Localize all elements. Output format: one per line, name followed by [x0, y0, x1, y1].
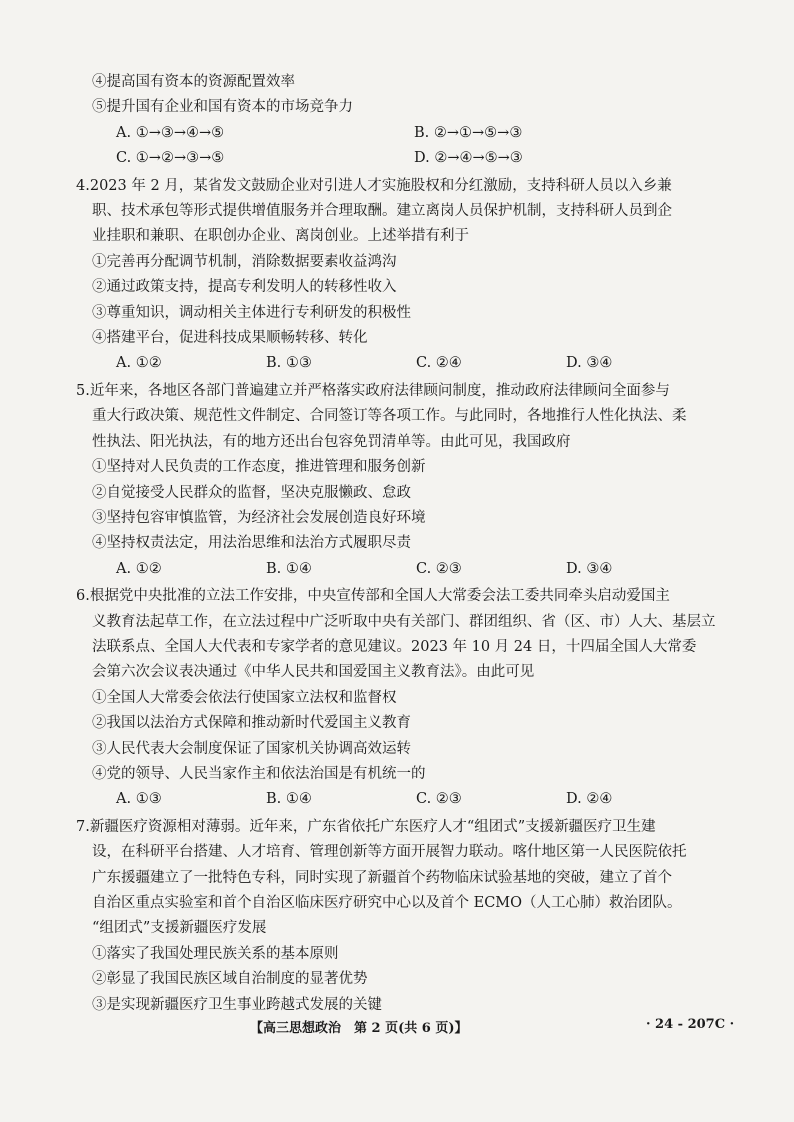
q3-choice-b[interactable]: B. ②→①→⑤→③	[414, 124, 523, 141]
q5-choice-a[interactable]: A. ①②	[116, 560, 162, 577]
q4-choice-c[interactable]: C. ②④	[416, 355, 462, 372]
q5-item-4: ④坚持权责法定，用法治思维和法治方式履职尽责	[92, 535, 411, 552]
q6-choice-b[interactable]: B. ①④	[266, 791, 312, 808]
q7-stem-line-3: 广东援疆建立了一批特色专科，同时实现了新疆首个药物临床试验基地的突破，建立了首个	[92, 869, 672, 886]
q3-item-4: ④提高国有资本的资源配置效率	[92, 74, 295, 90]
q5-choice-d[interactable]: D. ③④	[566, 560, 613, 577]
q4-choice-b[interactable]: B. ①③	[266, 355, 312, 372]
q7-item-2: ②彰显了我国民族区域自治制度的显著优势	[92, 971, 368, 988]
q4-stem-line-1: 2023 年 2 月，某省发文鼓励企业对引进人才实施股权和分红激励，支持科研人员以入乡兼	[89, 177, 672, 194]
q5-choice-b[interactable]: B. ①④	[266, 560, 312, 577]
q7-item-1: ①落实了我国处理民族关系的基本原则	[92, 945, 339, 962]
q7-number: 7.	[76, 818, 90, 835]
q4-stem-line-2: 职、技术承包等形式提供增值服务并合理取酬。建立离岗人员保护机制，支持科研人员到企	[92, 203, 672, 220]
q4-choice-a[interactable]: A. ①②	[116, 355, 162, 372]
q4-choice-d[interactable]: D. ③④	[566, 355, 613, 372]
page-footer	[0, 1017, 794, 1039]
question-4	[76, 174, 712, 377]
q4-choices	[92, 351, 712, 376]
q4-item-2: ②通过政策支持，提高专利发明人的转移性收入	[92, 279, 397, 296]
question-5	[76, 379, 712, 582]
q6-stem-line-2: 义教育法起草工作，在立法过程中广泛听取中央有关部门、群团组织、省（区、市）人大、基层立	[92, 613, 716, 630]
q6-item-1: ①全国人大常委会依法行使国家立法权和监督权	[92, 689, 397, 706]
q7-stem-line-5: “组团式”支援新疆医疗发展	[92, 920, 267, 937]
footer-exam-code: · 24 - 207C ·	[646, 1017, 735, 1032]
q5-number: 5.	[76, 382, 90, 399]
q6-item-2: ②我国以法治方式保障和推动新时代爱国主义教育	[92, 715, 411, 732]
q6-number: 6.	[76, 588, 90, 605]
q6-choice-a[interactable]: A. ①③	[116, 791, 162, 808]
q4-number: 4.	[76, 177, 90, 194]
q5-stem-line-2: 重大行政决策、规范性文件制定、合同签订等各项工作。与此同时，各地推行人性化执法、柔	[92, 408, 687, 425]
q7-stem-line-1: 新疆医疗资源相对薄弱。近年来，广东省依托广东医疗人才“组团式”支援新疆医疗卫生建	[89, 818, 656, 835]
q7-stem-line-2: 设，在科研平台搭建、人才培育、管理创新等方面开展智力联动。喀什地区第一人民医院依托	[92, 844, 687, 861]
q7-stem-line-4: 自治区重点实验室和首个自治区临床医疗研究中心以及首个 ECMO（人工心肺）救治团队。	[92, 895, 682, 911]
q4-item-4: ④搭建平台，促进科技成果顺畅转移、转化	[92, 330, 368, 347]
q5-item-3: ③坚持包容审慎监管，为经济社会发展创造良好环境	[92, 509, 426, 526]
question-7	[76, 815, 712, 1018]
q6-choice-d[interactable]: D. ②④	[566, 791, 613, 808]
footer-page-info: 【高三思想政治 第 2 页(共 6 页)】	[250, 1021, 468, 1036]
q6-choices	[92, 787, 712, 812]
q5-item-1: ①坚持对人民负责的工作态度，推进管理和服务创新	[92, 459, 426, 476]
question-6	[76, 584, 716, 813]
q3-choice-c[interactable]: C. ①→②→③→⑤	[116, 150, 225, 167]
q3-choice-a[interactable]: A. ①→③→④→⑤	[116, 124, 225, 141]
q6-stem-line-1: 根据党中央批准的立法工作安排，中央宣传部和全国人大常委会法工委共同牵头启动爱国主	[89, 588, 670, 605]
q6-stem-line-3: 法联系点、全国人大代表和专家学者的意见建议。2023 年 10 月 24 日，十四届全国人大常委	[92, 638, 697, 655]
q6-choice-c[interactable]: C. ②③	[416, 791, 462, 808]
q4-item-1: ①完善再分配调节机制，消除数据要素收益鸿沟	[92, 253, 397, 270]
q5-stem-line-1: 近年来，各地区各部门普遍建立并严格落实政府法律顾问制度，推动政府法律顾问全面参与	[89, 382, 670, 399]
page-content	[76, 70, 716, 1018]
q3-choices-row-1	[92, 121, 712, 146]
q4-stem-line-3: 业挂职和兼职、在职创办企业、离岗创业。上述举措有利于	[92, 228, 469, 245]
q7-item-3: ③是实现新疆医疗卫生事业跨越式发展的关键	[92, 996, 382, 1013]
q3-choice-d[interactable]: D. ②→④→⑤→③	[414, 150, 523, 167]
q5-choice-c[interactable]: C. ②③	[416, 560, 462, 577]
q6-item-3: ③人民代表大会制度保证了国家机关协调高效运转	[92, 740, 411, 757]
q6-item-4: ④党的领导、人民当家作主和依法治国是有机统一的	[92, 765, 426, 782]
q6-stem-line-4: 会第六次会议表决通过《中华人民共和国爱国主义教育法》。由此可见	[92, 664, 535, 681]
q3-item-5: ⑤提升国有企业和国有资本的市场竞争力	[92, 99, 353, 116]
q3-choices-row-2	[92, 146, 712, 171]
q4-item-3: ③尊重知识，调动相关主体进行专利研发的积极性	[92, 304, 411, 321]
q5-item-2: ②自觉接受人民群众的监督，坚决克服懒政、怠政	[92, 484, 411, 501]
q5-stem-line-3: 性执法、阳光执法，有的地方还出台包容免罚清单等。由此可见，我国政府	[92, 433, 571, 450]
q5-choices	[92, 557, 712, 582]
question-3-tail	[92, 70, 712, 172]
